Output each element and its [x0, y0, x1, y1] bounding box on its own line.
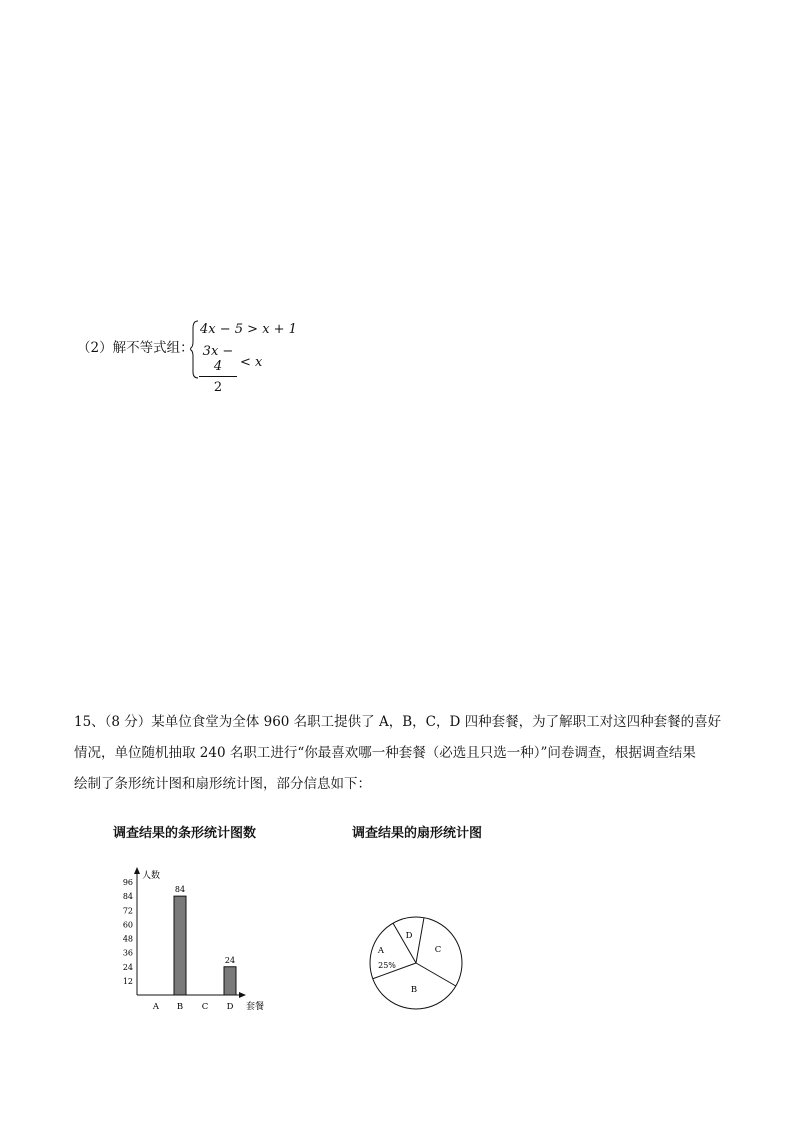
inequality-1: 4x − 5 > x + 1: [200, 322, 297, 337]
fraction-denominator: 2: [213, 380, 223, 395]
bar-value-label: 24: [224, 955, 236, 965]
y-tick-label: 84: [122, 892, 133, 902]
pie-slice-divider: [416, 963, 456, 986]
bar-chart-title: 调查结果的条形统计图数: [113, 826, 257, 841]
pie-chart: [360, 905, 475, 1020]
bar: [224, 967, 236, 995]
pie-slice-divider: [416, 918, 424, 963]
fraction-bar: [199, 376, 237, 377]
question-15-line-3: 绘制了条形统计图和扇形统计图，部分信息如下：: [74, 776, 371, 792]
inequality-2-rest: < x: [240, 355, 263, 370]
y-axis-arrow: [134, 867, 140, 874]
question-15-line-2: 情况，单位随机抽取 240 名职工进行“你最喜欢哪一种套餐（必选且只选一种）”问卷调查，根据调查结果: [74, 745, 696, 761]
x-tick-label: B: [176, 1002, 184, 1012]
y-tick-label: 96: [122, 878, 133, 887]
pie-slice-label: D: [405, 931, 413, 941]
question-15-line-1: 15、（8 分）某单位食堂为全体 960 名职工提供了 A，B，C，D 四种套餐，为了解职工对这四种套餐的喜好: [74, 714, 722, 730]
y-tick-label: 60: [122, 920, 133, 930]
bar: [174, 896, 186, 995]
pie-slice-label: C: [434, 945, 442, 955]
y-tick-label: 24: [122, 962, 133, 972]
pie-slice-divider: [393, 923, 416, 963]
fraction: [199, 344, 239, 395]
x-tick-label: D: [226, 1002, 234, 1012]
y-tick-label: 12: [122, 976, 133, 986]
fraction-numerator: 3x − 4: [202, 344, 234, 374]
pie-chart-title: 调查结果的扇形统计图: [352, 826, 483, 841]
x-axis-label: 套餐: [246, 1002, 265, 1012]
question-2-label: （2）解不等式组：: [77, 340, 194, 356]
x-tick-label: A: [152, 1002, 160, 1012]
y-tick-label: 48: [122, 934, 133, 944]
y-tick-label: 36: [122, 948, 133, 958]
bar-chart: [105, 860, 275, 1020]
pie-slice-label: B: [410, 985, 418, 995]
y-tick-label: 72: [122, 906, 133, 916]
pie-slice-percent: 25%: [378, 961, 396, 970]
bar-value-label: 84: [174, 885, 186, 895]
y-axis-label: 人数: [142, 871, 161, 881]
x-tick-label: C: [201, 1002, 209, 1012]
pie-slice-label: A: [377, 946, 385, 956]
x-axis-arrow: [239, 992, 246, 998]
